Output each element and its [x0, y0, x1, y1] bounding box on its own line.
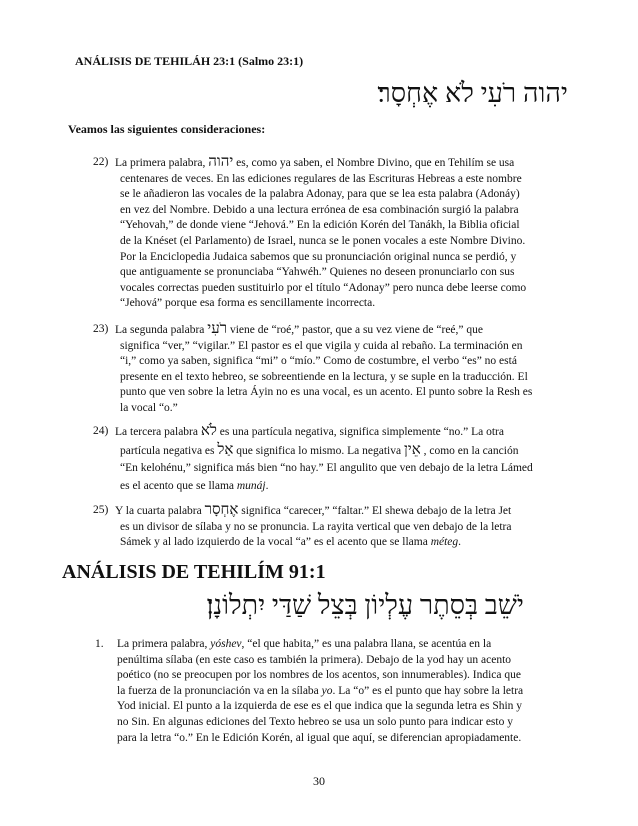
hebrew-verse-23-1: יהוה רֹעִי לֹא אֶחְסָר׃ — [377, 78, 568, 108]
text-line: es el acento que se llama munáj. — [120, 479, 269, 492]
text-line: de la Knéset (el Parlamento) de Israel, nunca se le ponen vocales a este Nombre Divino. — [120, 234, 526, 247]
text-line: “Yehovah,” de donde viene “Jehová.” En la edición Korén del Tanákh, la Biblia oficial — [120, 219, 520, 232]
text-line: La primera palabra, yóshev, “el que habita,” es una palabra llana, se acentúa en la — [117, 638, 492, 650]
section-heading: ANÁLISIS DE TEHILÍM 91:1 — [62, 561, 326, 583]
text-line: presente en el texto hebreo, se sobreentiende en la lectura, y se suple en la traducción. El — [120, 370, 528, 383]
page-header: ANÁLISIS DE TEHILÁH 23:1 (Salmo 23:1) — [75, 54, 304, 68]
text-line: Y la cuarta palabra אֶחְסָר significa “carecer,” “faltar.” El shewa debajo de la letra Jet — [115, 502, 512, 518]
item-number: 22) — [93, 156, 109, 168]
hebrew-verse-91-1: יֹשֵׁב בְּסֵתֶר עֶלְיוֹן בְּצֵל שַׁדַּי יִתְלוֹנָן׃ — [206, 590, 524, 620]
text-line: Yod inicial. El punto a la izquierda de ese es el que indica que la segunda letra es Shin y — [117, 700, 523, 713]
text-line: vocales correctas pueden sustituirlo por el título “Adonay” pero nunca debe leerse como — [120, 281, 527, 294]
item-text — [115, 322, 532, 417]
text-line: “i,” como ya saben, significa “mi” o “mío.” Como de costumbre, el verbo “es” no está — [120, 355, 517, 368]
text-line: significa “ver,” “vigilar.” El pastor es el que vigila y cuida al rebaño. La terminación en — [120, 339, 523, 352]
hebrew-word: לֹא — [200, 423, 217, 439]
page-number: 30 — [313, 774, 325, 788]
item-text — [115, 503, 512, 551]
item-text — [115, 423, 533, 495]
text-line: penúltima sílaba (en este caso es también la primera). Debajo de la yod hay un acento — [117, 653, 512, 666]
item-number: 23) — [93, 323, 109, 335]
item-number: 25) — [93, 504, 109, 516]
term-italic: méteg — [430, 536, 459, 549]
text-line: que antiguamente se pronunciaba “Yahwéh.” Quienes no deseen pronunciarlo con sus — [120, 266, 515, 279]
text-line: La tercera palabra לֹא es una partícula negativa, significa simplemente “no.” La otra — [115, 423, 504, 439]
text-line: “En kelohénu,” significa más bien “no hay.” El angulito que ven debajo de la letra Lámed — [120, 462, 533, 474]
text-line: la fuerza de la pronunciación va en la sílaba yo. La “o” es el punto que hay sobre la letra — [117, 684, 524, 697]
text-line: “Jehová” porque esa forma es sencillamente incorrecta. — [120, 297, 376, 310]
text-line: para la letra “o.” En le Edición Korén, al igual que aquí, se diferencian apropiadamente. — [117, 731, 522, 744]
term-italic: munáj — [236, 479, 266, 492]
text-line: en vez del Nombre. Debido a una lectura errónea de esa combinación surgió la palabra — [120, 203, 519, 216]
hebrew-word: יהוה — [208, 154, 234, 170]
hebrew-word: רֹעִי — [207, 321, 228, 337]
item-text — [117, 637, 523, 746]
text-line: partícula negativa es אַל que significa lo mismo. La negativa אֵין , como en la canción — [120, 441, 519, 458]
text-line: no Sin. En algunas ediciones del Texto hebreo se usa un solo punto para indicar esto y — [117, 715, 513, 728]
text-line: se le añadieron las vocales de la palabra Adonay, para que se lea esta palabra (Adonáy) — [120, 188, 520, 201]
text-line: Por la Enciclopedia Judaica sabemos que su pronunciación original nunca se perdió, y — [120, 250, 517, 263]
hebrew-word: אַל — [217, 441, 234, 458]
text-line: poético (no se preocupen por los nombres de los acentos, son innumerables). Indica que — [117, 669, 521, 682]
text-line: centenares de veces. En las ediciones regulares de las Escrituras Hebreas a este nombre — [120, 172, 522, 185]
subheading: Veamos las siguientes consideraciones: — [68, 122, 266, 136]
text-line: punto que ven sobre la letra Áyin no es una vocal, es un acento. El punto sobre la Resh es — [120, 386, 533, 399]
hebrew-word: אֵין — [403, 441, 421, 458]
text-line: La segunda palabra רֹעִי viene de “roé,” pastor, que a su vez viene de “reé,” que — [115, 321, 483, 337]
item-number: 24) — [93, 425, 109, 437]
text-line: La primera palabra, יהוה es, como ya saben, el Nombre Divino, que en Tehilím se usa — [115, 154, 515, 170]
term-italic: yóshev — [210, 638, 242, 650]
hebrew-word: אֶחְסָר — [204, 502, 239, 518]
item-number: 1. — [95, 638, 104, 650]
item-text — [115, 155, 526, 312]
text-line: es un divisor de sílaba y no se pronuncia. La rayita vertical que ven debajo de la letra — [120, 520, 512, 533]
term-italic: yo — [321, 684, 333, 697]
text-line: la vocal “o.” — [120, 401, 178, 414]
text-line: Sámek y al lado izquierdo de la vocal “a” es el acento que se llama méteg. — [120, 536, 462, 549]
